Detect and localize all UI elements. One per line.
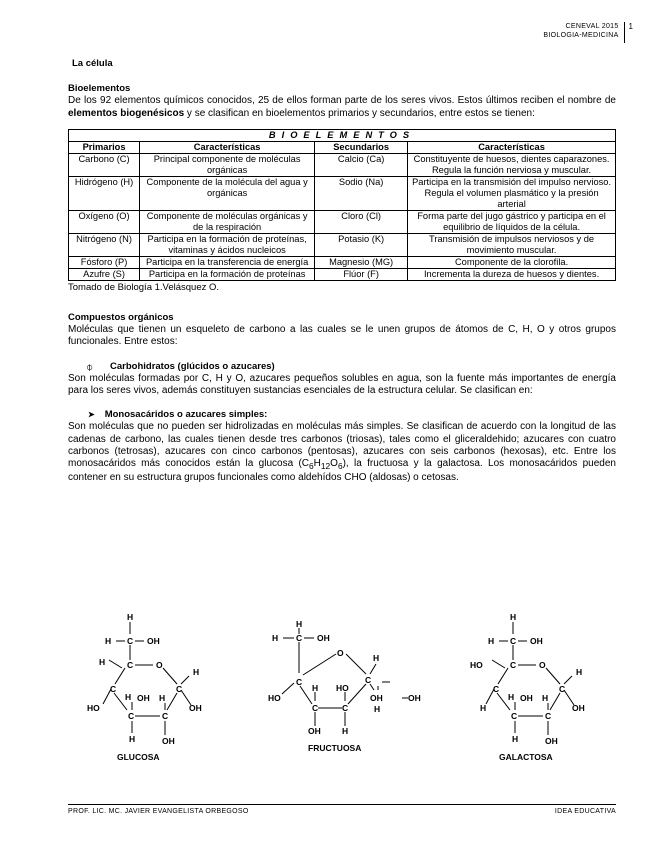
table-cell: Participa en la transmisión del impulso nervioso. Regula el volumen plasmático y la presión arterial: [408, 176, 616, 210]
monosacaridos-paragraph: [68, 421, 616, 484]
compuestos-paragraph: Moléculas que tienen un esqueleto de carbono a las cuales se le unen grupos de átomos de C, H, O y otros grupos funcionales. Entre estos:: [68, 324, 616, 348]
table-cell: Componente de la clorofila.: [408, 256, 616, 268]
document-body: [68, 58, 616, 484]
atom-label: H: [159, 693, 166, 703]
table-cell: Principal componente de moléculas orgánicas: [140, 153, 315, 176]
table-row: [69, 176, 616, 210]
header-divider: [624, 22, 625, 43]
atom-label: C: [162, 711, 169, 721]
atom-label: H: [480, 703, 487, 713]
atom-label: C: [176, 684, 183, 694]
atom-label: OH: [147, 636, 160, 646]
atom-label: C: [365, 675, 372, 685]
formula-sub: 12: [320, 461, 331, 472]
atom-label: H: [129, 734, 136, 744]
atom-label: C: [511, 711, 518, 721]
atom-label: OH: [308, 726, 321, 736]
footer-brand: IDEA EDUCATIVA: [554, 808, 616, 815]
table-row: [69, 256, 616, 268]
table-cell: Cloro (Cl): [315, 210, 408, 233]
formula-sub: 6: [337, 461, 343, 472]
atom-label: H: [99, 657, 106, 667]
atom-label: H: [373, 653, 380, 663]
table-row: [69, 268, 616, 280]
atom-label: OH: [408, 693, 421, 703]
atom-label: C: [545, 711, 552, 721]
table-cell: Componente de la molécula del agua y orgánicas: [140, 176, 315, 210]
atom-label: C: [127, 636, 134, 646]
monosacaridos-text-b: ), la fructuosa y la galactosa. Los monosacáridos pueden contener en su estructura grupos funcionales como aldehídos CHO (aldosas) o cetosas.: [68, 458, 616, 484]
formula-h: H: [313, 458, 321, 470]
table-cell: Fósforo (P): [69, 256, 140, 268]
atom-label: H: [193, 667, 200, 677]
formula-sub: 6: [309, 461, 314, 472]
carbohidratos-bullet: [68, 361, 616, 373]
formula-c: C: [301, 458, 310, 470]
footer-author: PROF. LIC. MC. JAVIER EVANGELISTA ORBEGOSO: [68, 808, 249, 815]
atom-label: H: [576, 667, 583, 677]
monosacaridos-text-a: Son moléculas que no pueden ser hidrolizadas en moléculas más simples. Se clasifican de acuerdo con la longitud de las cadenas de carbono, las cuales tienen desde tres carbonos (triosas), tales como el gliceraldehido; azucares con cuatro carbonos (tetrosas), azucares con cinco carbonos (pentosas), azucares con seis carbonos (hexosas), etc. Entre los monosacáridos más conocidos están la glucosa (: [68, 421, 616, 470]
atom-label: C: [296, 677, 303, 687]
atom-label: H: [105, 636, 112, 646]
bullet-symbol-icon: ⌽: [86, 359, 94, 374]
atom-label: H: [342, 726, 349, 736]
atom-label: H: [296, 619, 303, 629]
atom-label: C: [127, 660, 134, 670]
atom-label: H: [374, 704, 381, 714]
atom-label: H: [488, 636, 495, 646]
atom-label: C: [559, 684, 566, 694]
footer-divider: [68, 804, 616, 805]
table-cell: Componente de moléculas orgánicas y de la respiración: [140, 210, 315, 233]
atom-label: OH: [520, 693, 533, 703]
bioelementos-table: [68, 129, 616, 281]
table-cell: Forma parte del jugo gástrico y participa en el equilibrio de líquidos de la célula.: [408, 210, 616, 233]
col-header-caracteristicas-1: Características: [140, 141, 315, 153]
table-cell: Transmisión de impulsos nerviosos y de movimiento muscular.: [408, 233, 616, 256]
atom-label: HO: [87, 703, 100, 713]
atom-label: OH: [370, 693, 383, 703]
table-cell: Carbono (C): [69, 153, 140, 176]
atom-label: OH: [317, 633, 330, 643]
fructuosa-structure: [256, 619, 431, 743]
atom-label: C: [493, 684, 500, 694]
atom-label: C: [296, 633, 303, 643]
col-header-caracteristicas-2: Características: [408, 141, 616, 153]
atom-label: O: [539, 660, 546, 670]
atom-label: O: [156, 660, 163, 670]
atom-label: C: [128, 711, 135, 721]
atom-label: OH: [530, 636, 543, 646]
table-cell: Constituyente de huesos, dientes caparazones. Regula la función nerviosa y muscular.: [408, 153, 616, 176]
atom-label: OH: [162, 736, 175, 746]
atom-label: H: [125, 692, 132, 702]
header-subject: BIOLOGIA-MEDICINA: [543, 32, 619, 39]
atom-label: OH: [572, 703, 585, 713]
atom-label: H: [508, 692, 515, 702]
atom-label: C: [312, 703, 319, 713]
col-header-primarios: Primarios: [69, 141, 140, 153]
page-header: [543, 22, 633, 43]
table-cell: Participa en la formación de proteínas: [140, 268, 315, 280]
atom-label: H: [312, 683, 319, 693]
fructuosa-label: FRUCTUOSA: [308, 743, 362, 753]
table-cell: Calcio (Ca): [315, 153, 408, 176]
atom-label: H: [510, 612, 517, 622]
atom-label: H: [542, 693, 549, 703]
monosacaridos-heading: Monosacáridos o azucares simples:: [104, 409, 268, 421]
table-cell: Hidrógeno (H): [69, 176, 140, 210]
table-cell: Incrementa la dureza de huesos y dientes.: [408, 268, 616, 280]
table-row: [69, 153, 616, 176]
carbohidratos-paragraph: Son moléculas formadas por C, H y O, azucares pequeños solubles en agua, son la fuente más importantes de energía para los seres vivos, además constituyen sustancias esenciales de la estructura celular. Se clasifican en:: [68, 372, 616, 397]
table-cell: Nitrógeno (N): [69, 233, 140, 256]
bioelementos-bold-term: elementos biogenésicos: [68, 107, 185, 119]
col-header-secundarios: Secundarios: [315, 141, 408, 153]
atom-label: OH: [545, 736, 558, 746]
glucosa-structure: [85, 610, 220, 765]
carbohidratos-heading: Carbohidratos (glúcidos o azucares): [110, 360, 275, 372]
bioelementos-heading: Bioelementos: [68, 83, 131, 95]
atom-label: O: [337, 648, 344, 658]
table-cell: Participa en la transferencia de energía: [140, 256, 315, 268]
table-cell: Sodio (Na): [315, 176, 408, 210]
atom-label: H: [127, 612, 134, 622]
galactosa-label: GALACTOSA: [499, 752, 553, 762]
table-source: Tomado de Biología 1.Velásquez O.: [68, 281, 220, 293]
bioelementos-paragraph: [68, 95, 616, 119]
table-cell: Potasio (K): [315, 233, 408, 256]
galactosa-structure: [468, 610, 603, 765]
compuestos-heading: Compuestos orgánicos: [68, 312, 174, 324]
bioelementos-text-a: De los 92 elementos químicos conocidos, 25 de ellos forman parte de los seres vivos. Estos últimos reciben el nombre de: [68, 95, 616, 107]
atom-label: OH: [189, 703, 202, 713]
atom-label: C: [510, 660, 517, 670]
atom-label: H: [272, 633, 279, 643]
header-exam: CENEVAL 2015: [565, 23, 619, 30]
table-title: BIOELEMENTOS: [69, 129, 616, 141]
table-row: [69, 233, 616, 256]
table-cell: Azufre (S): [69, 268, 140, 280]
atom-label: C: [110, 684, 117, 694]
monosacaridos-bullet: [68, 409, 616, 421]
page-number: 1: [628, 22, 633, 31]
atom-label: HO: [470, 660, 483, 670]
atom-label: C: [510, 636, 517, 646]
table-cell: Participa en la formación de proteínas, vitaminas y ácidos nucleicos: [140, 233, 315, 256]
page-title: La célula: [72, 58, 113, 69]
arrow-bullet-icon: ➤: [88, 410, 95, 420]
atom-label: OH: [137, 693, 150, 703]
formula-o: O: [330, 458, 338, 470]
table-row: [69, 210, 616, 233]
glucosa-label: GLUCOSA: [117, 752, 160, 762]
atom-label: HO: [268, 693, 281, 703]
table-cell: Oxígeno (O): [69, 210, 140, 233]
atom-label: H: [512, 734, 519, 744]
table-cell: Flúor (F): [315, 268, 408, 280]
atom-label: HO: [336, 683, 349, 693]
bioelementos-text-b: y se clasifican en bioelementos primarios y secundarios, entre estos se tienen:: [184, 107, 535, 119]
atom-label: C: [342, 703, 349, 713]
table-cell: Magnesio (MG): [315, 256, 408, 268]
